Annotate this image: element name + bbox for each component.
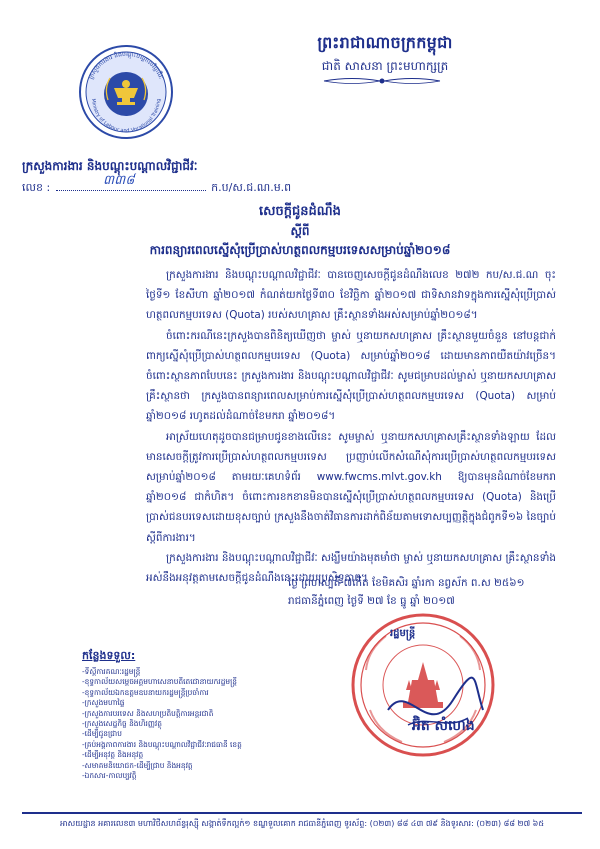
notice-body [146, 265, 556, 588]
lunar-date: ថ្ងៃ ព្រហស្បតិ៍ ៧កើត ខែមិគសិរ ឆ្នាំរកា នព្វស័ក ព.ស ២៥៦១ [288, 577, 525, 589]
reference-line [22, 178, 291, 197]
recipient-item: -ខុទ្ទកាល័យឯកឧត្តមឧបនាយករដ្ឋមន្ត្រីប្រចាំការ [82, 687, 209, 697]
recipients-list [82, 667, 332, 781]
notice-title: សេចក្តីជូនដំណឹង [259, 204, 341, 219]
recipient-item: -គ្រប់អង្គភាពការងារ និងបណ្តុះបណ្តាលវិជ្ជាជីវៈរាជធានី ខេត្ត [82, 739, 242, 749]
reference-label: លេខ : [22, 181, 51, 194]
recipient-item: -ក្រសួងការបរទេស និងសហប្រតិបត្តិការអន្តរជាតិ [82, 708, 214, 718]
ministry-seal-icon [78, 44, 174, 140]
signatory-title: រដ្ឋមន្ត្រី [390, 628, 416, 639]
recipient-item: -ខុទ្ទកាល័យសម្តេចអគ្គមហាសេនាបតីតេជោនាយករដ្ឋមន្ត្រី [82, 677, 237, 687]
footer-address: អាសយដ្ឋាន អគារលេខ៣ មហាវិថីសហព័ន្ធរុស្ស៊ី សង្កាត់ទឹកល្អក់១ ខណ្ឌទួលគោក រាជធានីភ្នំពេញ ទូរស័ព្ទ: (០២៣) ៨៨ ៤៣ ៧៩ និងទូរសារ: (០២៣) ៨៨ ២៧ ៦៥ [59, 819, 545, 828]
signatory-name: អ៊ិត សំហេង [412, 718, 475, 734]
recipient-item: -ដើម្បីជូនជ្រាប [82, 729, 122, 739]
body-paragraph-3: អាស្រ័យហេតុដូចបានជម្រាបជូនខាងលើនេះ សូមម្ចាស់ ឬនាយកសហគ្រាសគ្រឹះស្ថានទាំងឡាយ ដែលមានសេចក្តីត្រូវការប្រើប្រាស់ហត្ថពលកម្មបរទេស ប្រញាប់លើកសំណើសុំការប្រើប្រាស់ហត្ថពលកម្មបរទេសសម្រាប់ឆ្នាំ២០១៨ តាមរយៈគេហទំព័រ www.fwcms.mlvt.gov.kh ឱ្យបានមុនដំណាច់ខែមករា ឆ្នាំ២០១៨ ជាកំហិត។ ចំពោះការខកខានមិនបានស្នើសុំប្រើប្រាស់ហត្ថពលកម្មបរទេស (Quota) និងប្រើប្រាស់ជនបរទេសដោយខុសច្បាប់ ក្រសួងនឹងចាត់វិធានការដាក់ពិន័យតាមទោសប្បញ្ញត្តិក្នុងជំពូកទី១៦ នៃច្បាប់ស្តីពីការងារ។ [146, 430, 556, 544]
reference-number: ៣៣៨ [103, 173, 135, 188]
logo-text-bottom: Ministry of Labour and Vocational Training [89, 98, 163, 135]
reference-suffix: ក.ប/ស.ជ.ណ.ម.ព [211, 181, 292, 194]
ornament-divider-icon [322, 76, 442, 86]
recipients-heading: កន្លែងទទួល: [82, 649, 136, 662]
official-stamp-icon [348, 610, 498, 760]
recipient-item: -ឯកសារ-កាលប្បវត្តិ [82, 771, 137, 781]
kingdom-title: ព្រះរាជាណាចក្រកម្ពុជា [317, 33, 453, 52]
recipient-item: -ដើម្បីអនុវត្ត និងអនុវត្ត [82, 750, 144, 760]
solar-date: រាជធានីភ្នំពេញ ថ្ងៃទី ២៧ ខែ ធ្នូ ឆ្នាំ ២០១៧ [288, 595, 455, 607]
national-motto: ជាតិ សាសនា ព្រះមហាក្សត្រ [321, 59, 449, 73]
notice-subject: ការពន្យារពេលស្នើសុំប្រើប្រាស់ហត្ថពលកម្មបរទេសសម្រាប់ឆ្នាំ២០១៨ [149, 243, 451, 257]
ministry-name: ក្រសួងការងារ និងបណ្តុះបណ្តាលវិជ្ជាជីវៈ [22, 159, 198, 173]
recipient-item: -ក្រសួងសេដ្ឋកិច្ច និងហិរញ្ញវត្ថុ [82, 719, 162, 729]
notice-subtitle: ស្តីពី [290, 224, 310, 238]
logo-text-top: ក្រសួងការងារ និងបណ្តុះបណ្តាលវិជ្ជាជីវៈ [87, 50, 165, 81]
recipient-item: -ទីស្តីការគណៈរដ្ឋមន្ត្រី [82, 667, 141, 676]
body-paragraph-4: ក្រសួងការងារ និងបណ្តុះបណ្តាលវិជ្ជាជីវៈ សង្ឃឹមយ៉ាងមុតមាំថា ម្ចាស់ ឬនាយកសហគ្រាស គ្រឹះស្ថានទាំងអស់នឹងអនុវត្តតាមសេចក្តីជូនដំណឹងនេះដោយប្រសិទ្ធភាព។ [146, 551, 556, 585]
recipient-item: -ក្រសួងមហាផ្ទៃ [82, 698, 125, 708]
footer-divider [22, 812, 582, 814]
body-paragraph-2: ចំពោះករណីនេះក្រសួងបានពិនិត្យឃើញថា ម្ចាស់ ឬនាយកសហគ្រាស គ្រឹះស្ថានមួយចំនួន នៅបន្តជាក់ពាក្យស្នើសុំប្រើប្រាស់ហត្ថពលកម្មបរទេស (Quota) សម្រាប់ឆ្នាំ២០១៨ ដោយមានភាពយឺតយ៉ាវច្រើន។ ចំពោះស្ថានភាពបែបនេះ ក្រសួងការងារ និងបណ្តុះបណ្តាលវិជ្ជាជីវៈ សូមជម្រាបដល់ម្ចាស់ ឬនាយកសហគ្រាស គ្រឹះស្ថានថា ក្រសួងបានពន្យារពេលសម្រាប់ការស្នើសុំប្រើប្រាស់ហត្ថពលកម្មបរទេស (Quota) សម្រាប់ឆ្នាំ២០១៨ រហូតដល់ដំណាច់ខែមករា ឆ្នាំ២០១៨។ [146, 329, 556, 423]
body-paragraph-1: ក្រសួងការងារ និងបណ្តុះបណ្តាលវិជ្ជាជីវៈ បានចេញសេចក្តីជូនដំណឹងលេខ ២៧២ កប/ស.ជ.ណ ចុះថ្ងៃទី១ ខែសីហា ឆ្នាំ២០១៧ កំណត់យកថ្ងៃទី៣០ ខែវិច្ឆិកា ឆ្នាំ២០១៧ ជាទិសានវាទក្នុងការស្នើសុំប្រើប្រាស់ហត្ថពលកម្មបរទេស (Quota) របស់សហគ្រាស គ្រឹះស្ថានទាំងអស់សម្រាប់ឆ្នាំ២០១៨។ [146, 269, 556, 322]
recipient-item: -សមាគមនិយោជក-ដើម្បីជ្រាប និងអនុវត្ត [82, 760, 193, 770]
